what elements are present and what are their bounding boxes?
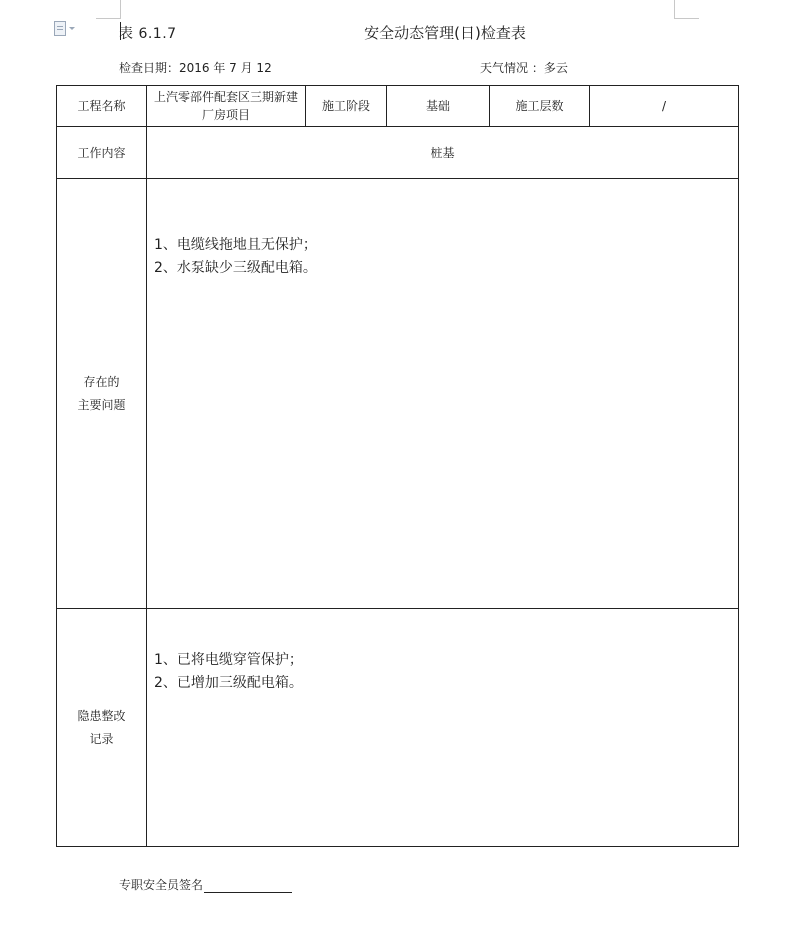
rectification-label-line: 记录 [89,731,114,746]
list-item: 1、电缆线拖地且无保护； [154,237,317,253]
signature-line [119,876,292,893]
floors-label: 施工层数 [490,86,590,127]
signature-field[interactable] [204,879,292,893]
rectification-label-line: 隐患整改 [77,708,126,723]
table-row [57,86,739,127]
list-item: 1、已将电缆穿管保护； [154,652,303,668]
rectification-label [57,609,147,847]
floors-value: / [590,86,739,127]
phase-label: 施工阶段 [306,86,387,127]
phase-value: 基础 [387,86,490,127]
document-icon [54,21,66,36]
work-content-value: 桩基 [147,127,739,179]
table-row [57,179,739,609]
project-name-line: 上汽零部件配套区三期新建 [153,90,298,104]
signature-label: 专职安全员签名 [119,878,204,892]
table-row [57,127,739,179]
document-menu-button[interactable] [54,20,80,36]
project-name-value [147,86,306,127]
crop-mark-top-right [674,0,699,19]
inspection-date: 检查日期：2016 年 7 月 12 [119,61,272,75]
rectification-content [147,609,739,847]
form-code: 表 6.1.7 [119,26,177,42]
weather-info: 天气情况 ：多云 [480,61,568,75]
issues-label-line: 主要问题 [77,397,126,412]
page-title: 安全动态管理(日)检查表 [364,24,526,42]
work-content-label: 工作内容 [57,127,147,179]
issues-label [57,179,147,609]
inspection-table [56,85,739,847]
issues-content [147,179,739,609]
crop-mark-top-left [96,0,121,19]
project-name-label: 工程名称 [57,86,147,127]
project-name-line: 厂房项目 [201,108,250,122]
list-item: 2、已增加三级配电箱。 [154,675,303,691]
chevron-down-icon [69,27,75,30]
table-row [57,609,739,847]
list-item: 2、水泵缺少三级配电箱。 [154,260,317,276]
issues-label-line: 存在的 [83,374,120,389]
